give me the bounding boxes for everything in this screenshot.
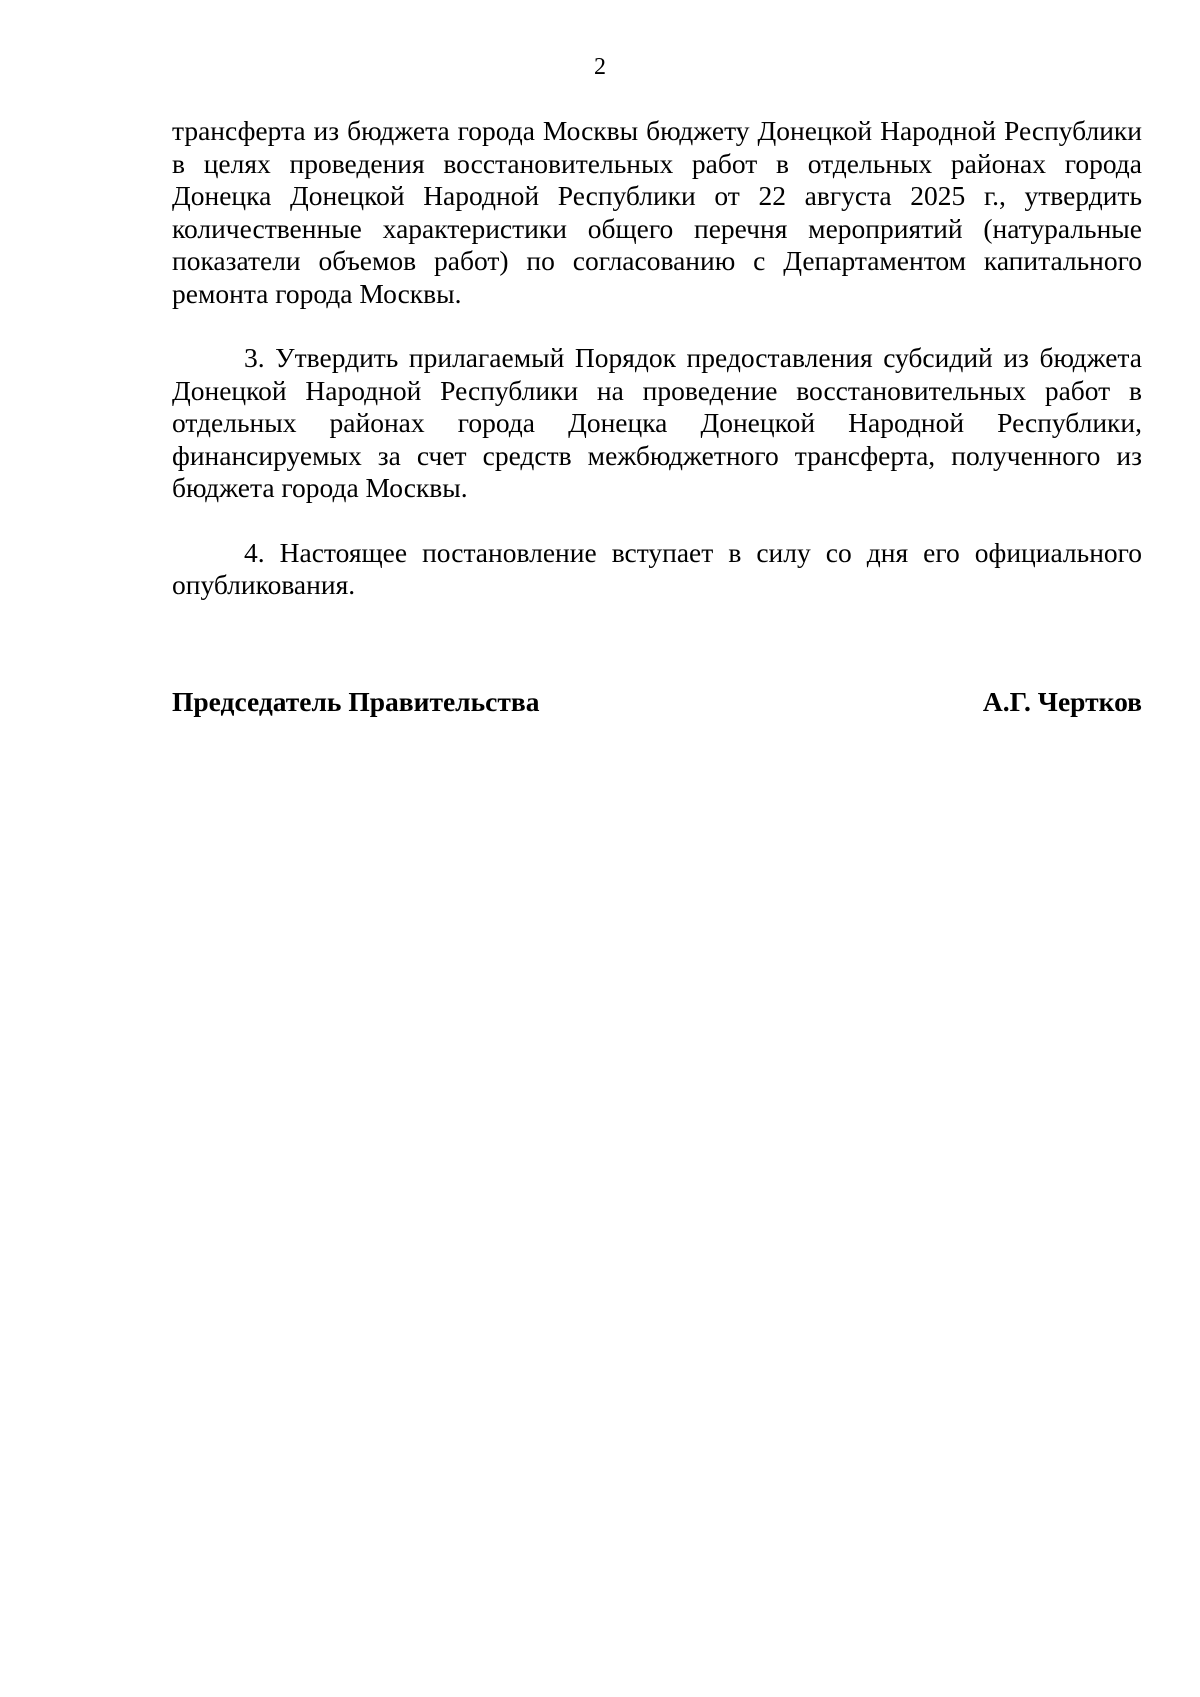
- signature-block: [172, 686, 1142, 718]
- paragraph-item-4: 4. Настоящее постановление вступает в силу со дня его официального опубликования.: [172, 536, 1142, 600]
- paragraph-continuation: трансферта из бюджета города Москвы бюджету Донецкой Народной Республики в целях проведения восстановительных работ в отдельных районах города Донецка Донецкой Народной Республики от 22 августа 2025 г., утвердить количественные характеристики общего перечня мероприятий (натуральные показатели объемов работ) по согласованию с Департаментом капитального ремонта города Москвы.: [172, 115, 1142, 309]
- page-number: 2: [594, 54, 606, 80]
- document-body: [172, 115, 1142, 602]
- signatory-position: Председатель Правительства: [172, 686, 540, 717]
- paragraph-item-3: 3. Утвердить прилагаемый Порядок предоставления субсидий из бюджета Донецкой Народной Республики на проведение восстановительных работ в отдельных районах города Донецка Донецкой Народной Республики, финансируемых за счет средств межбюджетного трансферта, полученного из бюджета города Москвы.: [172, 342, 1142, 503]
- signatory-name: А.Г. Чертков: [982, 686, 1142, 717]
